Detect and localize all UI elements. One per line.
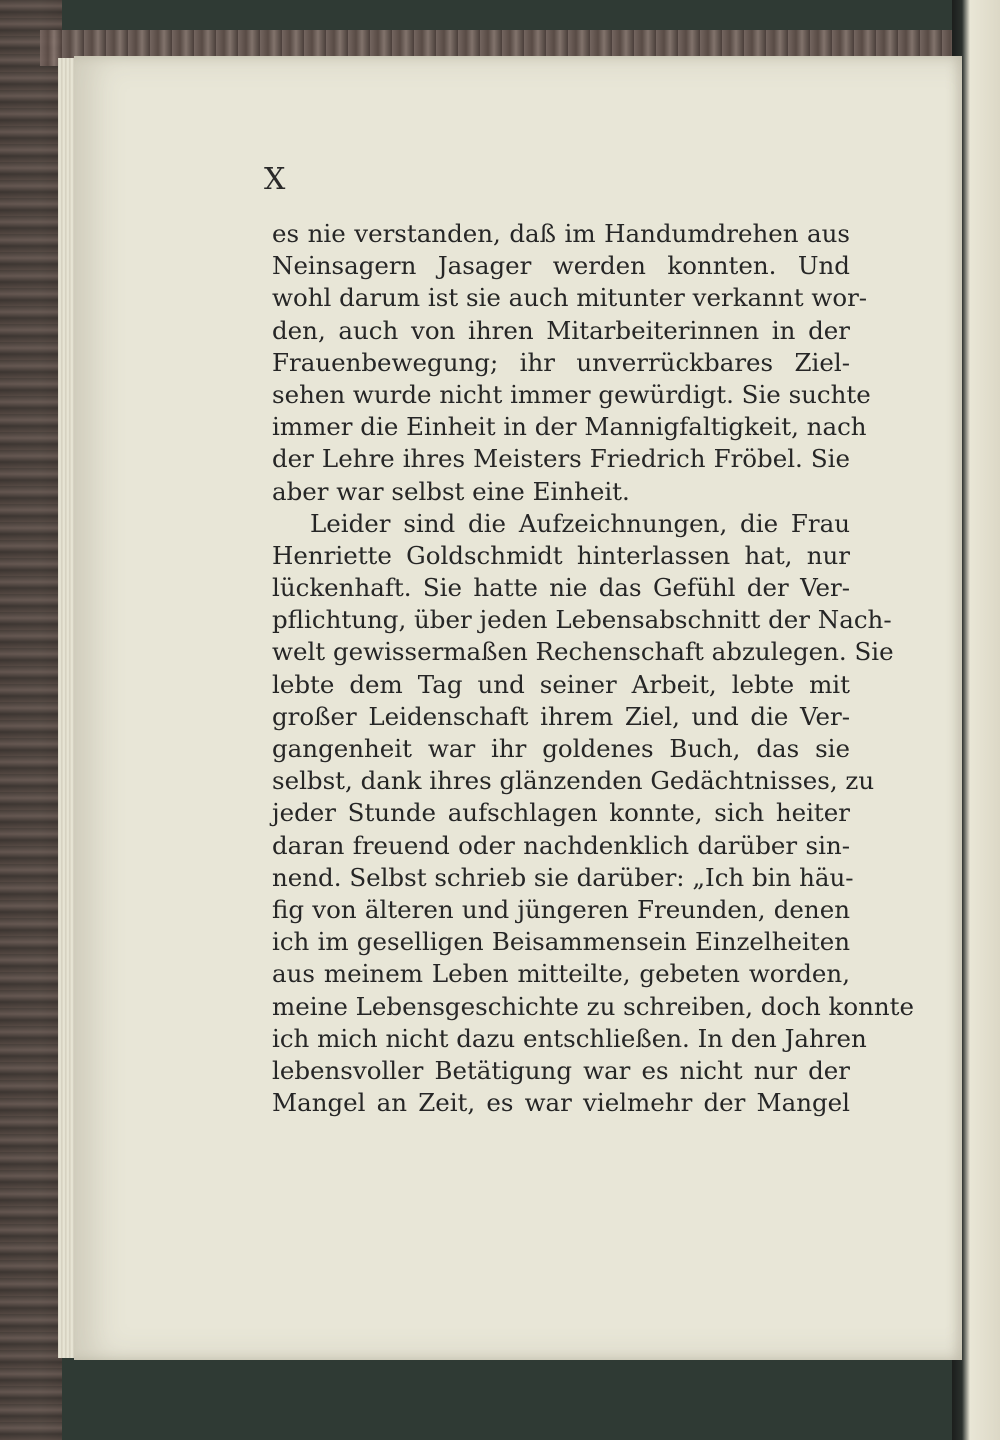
- text-line: lebensvoller Betätigung war es nicht nur der: [272, 1055, 850, 1085]
- text-line: selbst, dank ihres glänzenden Gedächtnisses, zu: [272, 766, 875, 796]
- text-line: wohl darum ist sie auch mitunter verkannt wor-: [272, 283, 868, 313]
- text-line: aus meinem Leben mitteilte, gebeten worden,: [272, 959, 850, 989]
- text-line: großer Leidenschaft ihrem Ziel, und die Ver-: [272, 701, 850, 731]
- text-line: aber war selbst eine Einheit.: [272, 476, 630, 506]
- text-line: welt gewissermaßen Rechenschaft abzulegen. Sie: [272, 637, 894, 667]
- text-line: nend. Selbst schrieb sie darüber: „Ich bin häu-: [272, 862, 854, 892]
- text-line: gangenheit war ihr goldenes Buch, das sie: [272, 734, 850, 763]
- text-line: es nie verstanden, daß im Handumdrehen aus: [272, 219, 850, 248]
- text-line: immer die Einheit in der Mannigfaltigkeit, nach: [272, 412, 867, 442]
- text-line: fig von älteren und jüngeren Freunden, denen: [272, 894, 850, 924]
- text-line: der Lehre ihres Meisters Friedrich Fröbel. Sie: [272, 444, 850, 474]
- book-cover-edge: [0, 0, 62, 1440]
- text-line: ich mich nicht dazu entschließen. In den Jahren: [272, 1023, 867, 1053]
- text-line: Henriette Goldschmidt hinterlassen hat, nur: [272, 540, 850, 570]
- text-line: Neinsagern Jasager werden konnten. Und: [272, 251, 850, 281]
- text-line: sehen wurde nicht immer gewürdigt. Sie suchte: [272, 379, 871, 409]
- text-line: jeder Stunde aufschlagen konnte, sich heiter: [272, 798, 850, 828]
- text-line: ich im geselligen Beisammensein Einzelheiten: [272, 927, 850, 957]
- text-line: meine Lebensgeschichte zu schreiben, doch konnte: [272, 991, 915, 1021]
- text-line: pflichtung, über jeden Lebensabschnitt der Nach-: [272, 605, 892, 635]
- text-line: Frauenbewegung; ihr unverrückbares Ziel-: [272, 347, 850, 377]
- text-line: den, auch von ihren Mitarbeiterinnen in der: [272, 315, 850, 345]
- body-text: [272, 218, 915, 1119]
- text-line: Mangel an Zeit, es war vielmehr der Mangel: [272, 1088, 850, 1118]
- text-line: lebte dem Tag und seiner Arbeit, lebte mit: [272, 669, 850, 699]
- text-line: Leider sind die Aufzeichnungen, die Frau: [310, 508, 850, 538]
- text-line: lückenhaft. Sie hatte nie das Gefühl der Ver-: [272, 573, 850, 603]
- text-line: daran freuend oder nachdenklich darüber sin-: [272, 830, 850, 860]
- page-number: X: [264, 162, 287, 197]
